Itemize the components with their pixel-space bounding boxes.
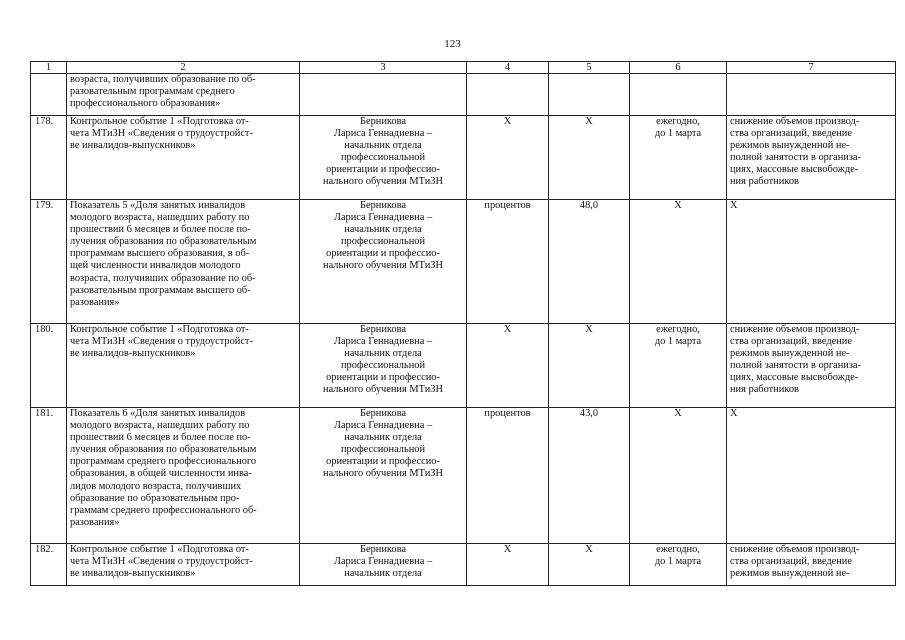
row-term: ежегодно, до 1 марта	[630, 544, 727, 586]
row-responsible	[300, 74, 467, 116]
row-number: 181.	[31, 408, 67, 544]
row-risks: снижение объемов производ- ства организаций, введение режимов вынужденной не- полной занятости в организа- циях, массовые высвобожде- ния работников	[727, 116, 896, 200]
row-risks	[727, 74, 896, 116]
row-unit: Х	[467, 544, 549, 586]
row-number: 180.	[31, 324, 67, 408]
row-number: 182.	[31, 544, 67, 586]
column-header: 2	[67, 62, 300, 74]
row-description: Показатель 6 «Доля занятых инвалидов молодого возраста, нашедших работу по прошествии 6 месяцев и более после по- лучения образования по образовательным программам среднего профессионального образования, в общей численности инва- лидов молодого возраста, получивших образование по образовательным про- граммам среднего профессионального об- разования»	[67, 408, 300, 544]
row-responsible: Берникова Лариса Геннадиевна – начальник отдела профессиональной ориентации и профессио- нального обучения МТиЗН	[300, 200, 467, 324]
row-number: 179.	[31, 200, 67, 324]
row-risks: Х	[727, 200, 896, 324]
plan-table	[30, 61, 896, 586]
row-description: Показатель 5 «Доля занятых инвалидов молодого возраста, нашедших работу по прошествии 6 месяцев и более после по- лучения образования по образовательным программам высшего образования, в об- щей численности инвалидов молодого возраста, получивших образование по об- разовательным программам высшего об- разования»	[67, 200, 300, 324]
table-row	[31, 74, 896, 116]
row-value	[549, 74, 630, 116]
row-risks: Х	[727, 408, 896, 544]
column-header: 3	[300, 62, 467, 74]
column-header: 4	[467, 62, 549, 74]
row-description: Контрольное событие 1 «Подготовка от- чета МТиЗН «Сведения о трудоустройст- ве инвалидов-выпускников»	[67, 544, 300, 586]
row-term	[630, 74, 727, 116]
row-risks: снижение объемов производ- ства организаций, введение режимов вынужденной не- полной занятости в организа- циях, массовые высвобожде- ния работников	[727, 324, 896, 408]
column-header: 7	[727, 62, 896, 74]
row-responsible: Берникова Лариса Геннадиевна – начальник отдела профессиональной ориентации и профессио- нального обучения МТиЗН	[300, 116, 467, 200]
table-row	[31, 408, 896, 544]
table-row	[31, 324, 896, 408]
row-risks: снижение объемов производ- ства организаций, введение режимов вынужденной не-	[727, 544, 896, 586]
row-term: Х	[630, 200, 727, 324]
row-unit: Х	[467, 324, 549, 408]
row-unit	[467, 74, 549, 116]
row-unit: процентов	[467, 408, 549, 544]
row-value: 43,0	[549, 408, 630, 544]
table-row	[31, 544, 896, 586]
row-description: возраста, получивших образование по об- разовательным программам среднего профессионального образования»	[67, 74, 300, 116]
row-term: ежегодно, до 1 марта	[630, 116, 727, 200]
row-term: Х	[630, 408, 727, 544]
row-unit: Х	[467, 116, 549, 200]
row-value: Х	[549, 544, 630, 586]
column-header-row	[31, 62, 896, 74]
row-responsible: Берникова Лариса Геннадиевна – начальник отдела профессиональной ориентации и профессио- нального обучения МТиЗН	[300, 408, 467, 544]
column-header: 1	[31, 62, 67, 74]
table-row	[31, 200, 896, 324]
row-number	[31, 74, 67, 116]
row-value: Х	[549, 116, 630, 200]
row-unit: процентов	[467, 200, 549, 324]
row-value: Х	[549, 324, 630, 408]
row-number: 178.	[31, 116, 67, 200]
row-description: Контрольное событие 1 «Подготовка от- чета МТиЗН «Сведения о трудоустройст- ве инвалидов-выпускников»	[67, 116, 300, 200]
row-responsible: Берникова Лариса Геннадиевна – начальник отдела профессиональной ориентации и профессио- нального обучения МТиЗН	[300, 324, 467, 408]
column-header: 6	[630, 62, 727, 74]
row-description: Контрольное событие 1 «Подготовка от- чета МТиЗН «Сведения о трудоустройст- ве инвалидов-выпускников»	[67, 324, 300, 408]
table-row	[31, 116, 896, 200]
row-term: ежегодно, до 1 марта	[630, 324, 727, 408]
row-value: 48,0	[549, 200, 630, 324]
page-number: 123	[444, 38, 461, 50]
column-header: 5	[549, 62, 630, 74]
row-responsible: Берникова Лариса Геннадиевна – начальник отдела	[300, 544, 467, 586]
